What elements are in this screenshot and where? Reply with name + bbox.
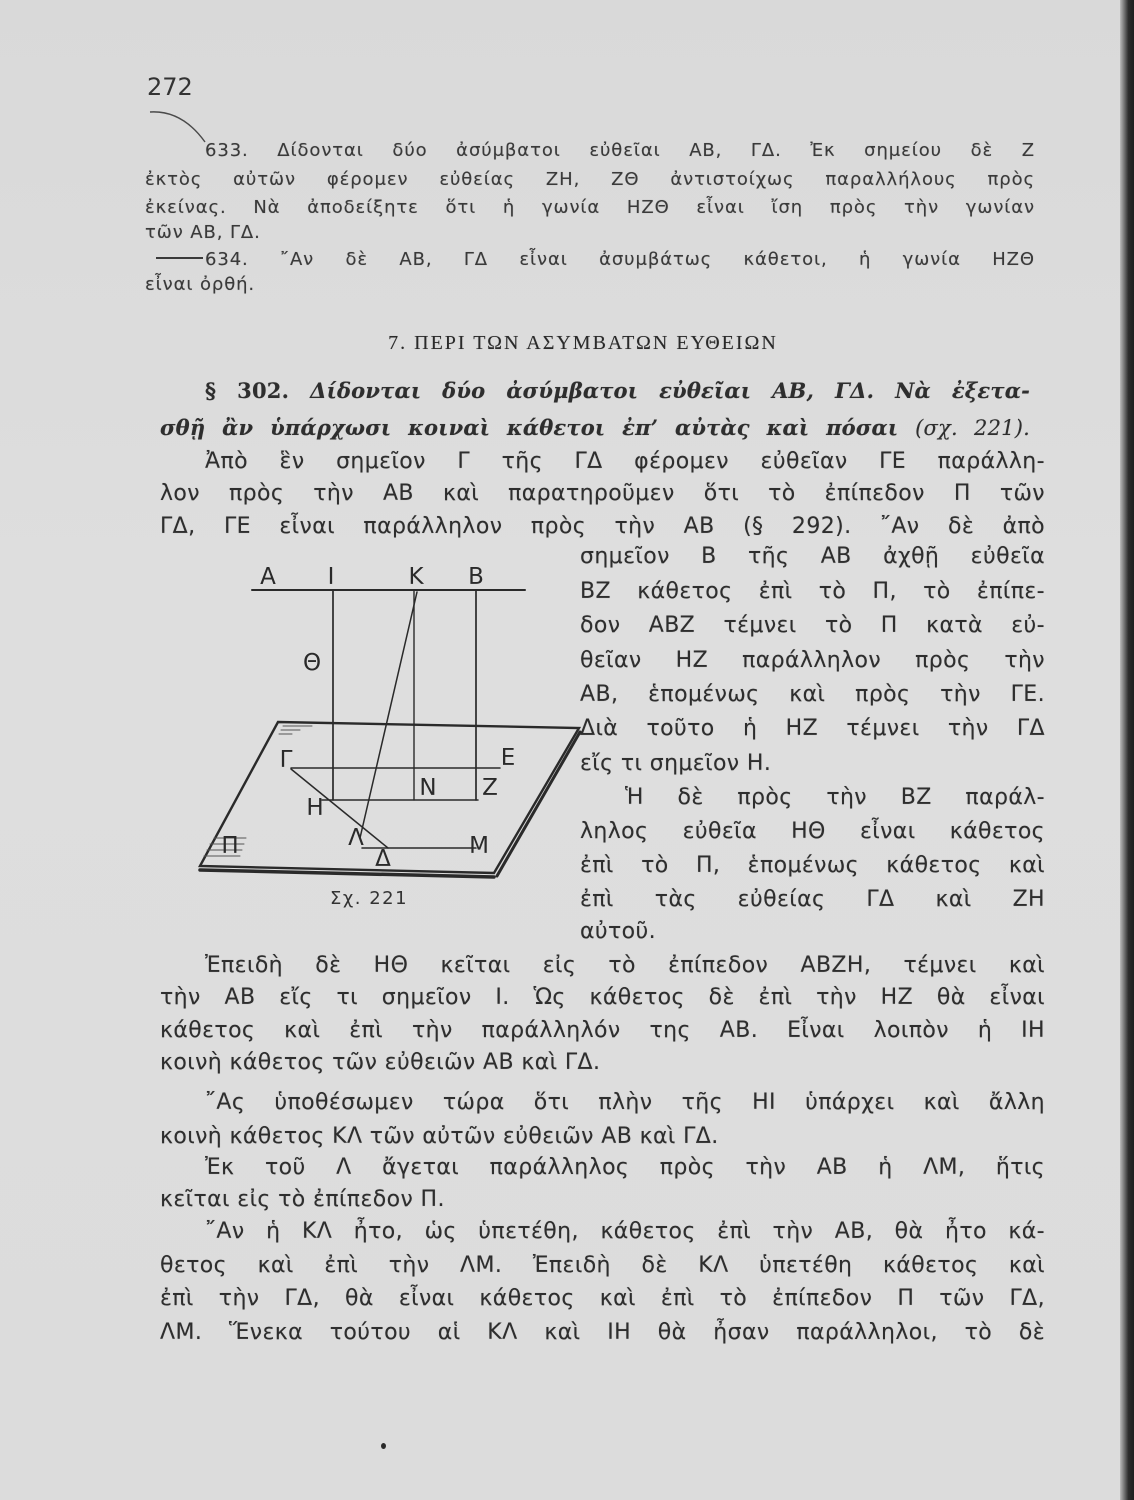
side-column-line: θεῖαν ΗΖ παράλληλον πρὸς τὴν [580,648,1045,673]
body-line: κεῖται εἰς τὸ ἐπίπεδον Π. [160,1187,445,1212]
theorem-statement-line [160,411,1030,445]
figure-221 [190,550,585,885]
label-N: Ν [419,775,437,801]
side-column-line: ΒΖ κάθετος ἐπὶ τὸ Π, τὸ ἐπίπε- [580,579,1045,604]
body-line: τὴν ΑΒ εἴς τι σημεῖον Ι. Ὡς κάθετος δὲ ἐπὶ τὴν ΗΖ θὰ εἶναι [160,985,1045,1010]
label-Theta: Θ [302,650,322,676]
side-column-line: σημεῖον Β τῆς ΑΒ ἀχθῇ εὐθεῖα [580,544,1045,569]
figure-reference: (σχ. 221). [915,416,1030,440]
side-column-line: ΑΒ, ἑπομένως καὶ πρὸς τὴν ΓΕ. [580,682,1045,707]
pen-curve [150,112,205,142]
theorem-text: σθῇ ἂν ὑπάρχωσι κοιναὶ κάθετοι ἐπ’ αὐτὰς καὶ πόσαι [160,415,899,440]
label-Lambda: Λ [348,825,364,851]
body-line: Ἀπὸ ἓν σημεῖον Γ τῆς ΓΔ φέρομεν εὐθεῖαν ΓΕ παράλλη- [205,449,1045,474]
plane-hatching [204,726,312,856]
side-column-line: Ἡ δὲ πρὸς τὴν ΒΖ παράλ- [625,785,1045,810]
side-column-line: αὐτοῦ. [580,919,657,944]
label-Z: Ζ [482,775,498,801]
theorem-number: § 302. [205,378,290,403]
body-line: λον πρὸς τὴν ΑΒ καὶ παρατηροῦμεν ὅτι τὸ ἐπίπεδον Π τῶν [160,481,1045,506]
exercise-633-line: τῶν ΑΒ, ΓΔ. [145,222,261,243]
side-column-line: Διὰ τοῦτο ἡ ΗΖ τέμνει τὴν ΓΔ [580,716,1045,741]
side-column-line: δον ΑΒΖ τέμνει τὸ Π κατὰ εὐ- [580,613,1045,638]
label-E: Ε [500,745,516,771]
ink-spot [381,1443,386,1449]
side-column-line: ληλος εὐθεῖα ΗΘ εἶναι κάθετος [580,819,1045,844]
side-column-line: ἐπὶ τὰς εὐθείας ΓΔ καὶ ΖΗ [580,887,1045,912]
label-I: Ι [327,564,335,590]
body-line: ῎Αν ἡ ΚΛ ἦτο, ὡς ὑπετέθη, κάθετος ἐπὶ τὴν ΑΒ, θὰ ἦτο κά- [205,1219,1045,1244]
exercise-634-line: εἶναι ὀρθή. [145,274,256,295]
side-column-line: ἐπὶ τὸ Π, ἑπομένως κάθετος καὶ [580,853,1045,878]
body-line: κοινὴ κάθετος ΚΛ τῶν αὐτῶν εὐθειῶν ΑΒ καὶ ΓΔ. [160,1124,719,1149]
theorem-text: Δίδονται δύο ἀσύμβατοι εὐθεῖαι ΑΒ, ΓΔ. Νὰ ἐξετα- [310,378,1030,403]
figure-caption: Σχ. 221 [330,888,409,909]
label-M: Μ [469,833,489,859]
body-line: κοινὴ κάθετος τῶν εὐθειῶν ΑΒ καὶ ΓΔ. [160,1050,601,1075]
body-line: Ἐκ τοῦ Λ ἄγεται παράλληλος πρὸς τὴν ΑΒ ἡ ΛΜ, ἥτις [205,1155,1045,1180]
label-Gamma: Γ [279,747,293,773]
body-line: θετος καὶ ἐπὶ τὴν ΛΜ. Ἐπειδὴ δὲ ΚΛ ὑπετέθη κάθετος καὶ [160,1253,1045,1278]
label-A: Α [260,564,276,590]
label-H: Η [306,795,324,821]
exercise-633-line: ἐκτὸς αὐτῶν φέρομεν εὐθείας ΖΗ, ΖΘ ἀντιστοίχως παραλλήλους πρὸς [145,169,1035,190]
theorem-statement-line [205,374,1030,408]
page-number: 272 [147,73,193,101]
label-B: Β [468,564,484,590]
section-heading: 7. ΠΕΡΙ ΤΩΝ ΑΣΥΜΒΑΤΩΝ ΕΥΘΕΙΩΝ [388,332,778,354]
exercise-633-line: 633. Δίδονται δύο ἀσύμβατοι εὐθεῖαι ΑΒ, ΓΔ. Ἐκ σημείου δὲ Ζ [205,140,1035,161]
scan-edge [1120,0,1134,1500]
label-Pi: Π [221,833,239,859]
body-line: ῎Ας ὑποθέσωμεν τώρα ὅτι πλὴν τῆς ΗΙ ὑπάρχει καὶ ἄλλη [205,1090,1045,1115]
body-line: Ἐπειδὴ δὲ ΗΘ κεῖται εἰς τὸ ἐπίπεδον ΑΒΖΗ, τέμνει καὶ [205,953,1045,978]
body-line: ΓΔ, ΓΕ εἶναι παράλληλον πρὸς τὴν ΑΒ (§ 292). ῎Αν δὲ ἀπὸ [160,514,1045,539]
body-line: κάθετος καὶ ἐπὶ τὴν παράλληλόν της ΑΒ. Εἶναι λοιπὸν ἡ ΙΗ [160,1018,1045,1043]
exercise-633-line: ἐκείνας. Νὰ ἀποδείξητε ὅτι ἡ γωνία ΗΖΘ εἶναι ἴση πρὸς τὴν γωνίαν [145,197,1035,218]
body-line: ἐπὶ τὴν ΓΔ, θὰ εἶναι κάθετος καὶ ἐπὶ τὸ ἐπίπεδον Π τῶν ΓΔ, [160,1286,1045,1311]
exercise-634-line: 634. ῎Αν δὲ ΑΒ, ΓΔ εἶναι ἀσυμβάτως κάθετοι, ἡ γωνία ΗΖΘ [205,249,1035,270]
label-K: Κ [408,564,424,590]
line-KL [360,592,417,838]
body-line: ΛΜ. Ἕνεκα τούτου αἱ ΚΛ καὶ ΙΗ θὰ ἦσαν παράλληλοι, τὸ δὲ [160,1320,1045,1345]
label-Delta: Δ [375,846,391,872]
side-column-line: εἴς τι σημεῖον Η. [580,751,772,776]
